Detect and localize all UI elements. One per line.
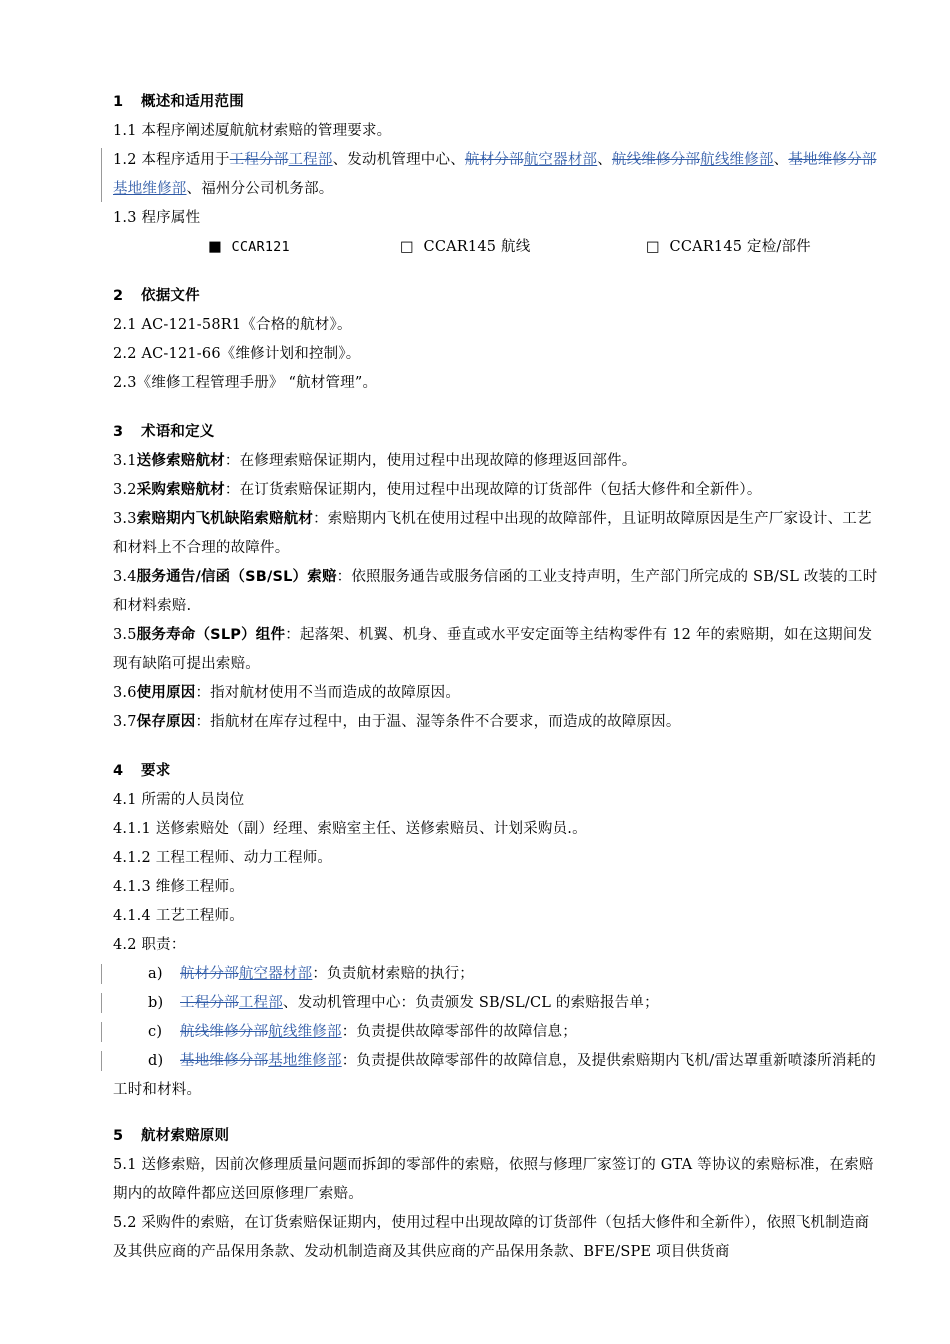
para-1-2: 1.2 本程序适用于工程分部工程部、发动机管理中心、航材分部航空器材部、航线维修分部航线维修部、基地维修分部基地维修部、福州分公司机务部。 xyxy=(113,146,883,204)
deleted-text: 基地维修分部 xyxy=(180,1053,269,1069)
unchecked-box-icon: □ xyxy=(400,239,414,255)
section-2-heading: 2 依据文件 xyxy=(113,288,200,304)
section-4-heading: 4 要求 xyxy=(113,763,171,779)
unchecked-box-icon: □ xyxy=(646,239,660,255)
definition-item: 3.1送修索赔航材：在修理索赔保证期内，使用过程中出现故障的修理返回部件。 xyxy=(113,453,637,469)
deleted-text: 航材分部 xyxy=(180,966,239,982)
attr-ccar121: ■ CCAR121 xyxy=(208,239,290,255)
section-3-heading: 3 术语和定义 xyxy=(113,424,215,440)
para-4-1-4: 4.1.4 工艺工程师。 xyxy=(113,908,244,924)
deleted-text: 航材分部 xyxy=(464,152,524,168)
section-1-heading: 1 概述和适用范围 xyxy=(113,94,244,110)
deleted-text: 航线维修分部 xyxy=(611,152,701,168)
definition-item: 3.2采购索赔航材：在订货索赔保证期内，使用过程中出现故障的订货部件（包括大修件和全新件）。 xyxy=(113,482,762,498)
para-4-2: 4.2 职责： xyxy=(113,937,186,953)
revision-bar xyxy=(101,993,102,1013)
para-4-1: 4.1 所需的人员岗位 xyxy=(113,792,245,808)
para-4-1-1: 4.1.1 送修索赔处（副）经理、索赔室主任、送修索赔员、计划采购员.。 xyxy=(113,821,587,837)
inserted-text: 基地维修部 xyxy=(113,181,187,197)
para-4-1-2: 4.1.2 工程工程师、动力工程师。 xyxy=(113,850,333,866)
deleted-text: 航线维修分部 xyxy=(180,1024,269,1040)
checked-box-icon: ■ xyxy=(208,239,222,255)
para-2-1: 2.1 AC-121-58R1《合格的航材》。 xyxy=(113,317,352,333)
para-1-1: 1.1 本程序阐述厦航航材索赔的管理要求。 xyxy=(113,123,392,139)
document-page xyxy=(113,88,883,1267)
attr-ccar145-line: □ CCAR145 航线 xyxy=(400,239,531,255)
inserted-text: 工程部 xyxy=(288,152,333,168)
para-2-2: 2.2 AC-121-66《维修计划和控制》。 xyxy=(113,346,361,362)
duty-item: a) 航材分部航空器材部：负责航材索赔的执行； xyxy=(113,960,883,989)
section-5-heading: 5 航材索赔原则 xyxy=(113,1128,230,1144)
inserted-text: 航空器材部 xyxy=(238,966,313,982)
para-2-3: 2.3《维修工程管理手册》 “航材管理”。 xyxy=(113,375,378,391)
inserted-text: 航空器材部 xyxy=(523,152,598,168)
duty-item: d) 基地维修分部基地维修部：负责提供故障零部件的故障信息，及提供索赔期内飞机/雷达罩重新喷漆所消耗的工时和材料。 xyxy=(113,1047,883,1105)
definition-item: 3.6使用原因：指对航材使用不当而造成的故障原因。 xyxy=(113,685,461,701)
attr-ccar145-check: □ CCAR145 定检/部件 xyxy=(646,239,811,255)
revision-bar xyxy=(101,148,102,202)
deleted-text: 工程分部 xyxy=(229,152,289,168)
duty-item: b) 工程分部工程部、发动机管理中心：负责颁发 SB/SL/CL 的索赔报告单； xyxy=(113,989,883,1018)
definition-item: 3.3索赔期内飞机缺陷索赔航材：索赔期内飞机在使用过程中出现的故障部件，且证明故障原因是生产厂家设计、工艺和材料上不合理的故障件。 xyxy=(113,511,872,556)
para-5-2: 5.2 采购件的索赔，在订货索赔保证期内，使用过程中出现故障的订货部件（包括大修件和全新件），依照飞机制造商及其供应商的产品保用条款、发动机制造商及其供应商的产品保用条款、BFE/SPE 项目供货商 xyxy=(113,1215,870,1260)
inserted-text: 工程部 xyxy=(238,995,283,1011)
definition-item: 3.7保存原因：指航材在库存过程中，由于温、湿等条件不合要求，而造成的故障原因。 xyxy=(113,714,681,730)
para-4-1-3: 4.1.3 维修工程师。 xyxy=(113,879,244,895)
para-5-1: 5.1 送修索赔，因前次修理质量问题而拆卸的零部件的索赔，依照与修理厂家签订的 GTA 等协议的索赔标准，在索赔期内的故障件都应送回原修理厂索赔。 xyxy=(113,1157,874,1202)
deleted-text: 基地维修分部 xyxy=(788,152,877,168)
para-1-3: 1.3 程序属性 xyxy=(113,210,201,226)
inserted-text: 基地维修部 xyxy=(268,1053,342,1069)
revision-bar xyxy=(101,964,102,984)
definition-item: 3.4服务通告/信函（SB/SL）索赔：依照服务通告或服务信函的工业支持声明，生产部门所完成的 SB/SL 改装的工时和材料索赔. xyxy=(113,569,878,614)
revision-bar xyxy=(101,1022,102,1042)
inserted-text: 航线维修部 xyxy=(700,152,774,168)
deleted-text: 工程分部 xyxy=(180,995,239,1011)
revision-bar xyxy=(101,1051,102,1071)
inserted-text: 航线维修部 xyxy=(268,1024,342,1040)
definition-item: 3.5服务寿命（SLP）组件：起落架、机翼、机身、垂直或水平安定面等主结构零件有 12 年的索赔期，如在这期间发现有缺陷可提出索赔。 xyxy=(113,627,873,672)
duty-item: c) 航线维修分部航线维修部：负责提供故障零部件的故障信息； xyxy=(113,1018,883,1047)
program-attribute-row xyxy=(113,233,883,262)
